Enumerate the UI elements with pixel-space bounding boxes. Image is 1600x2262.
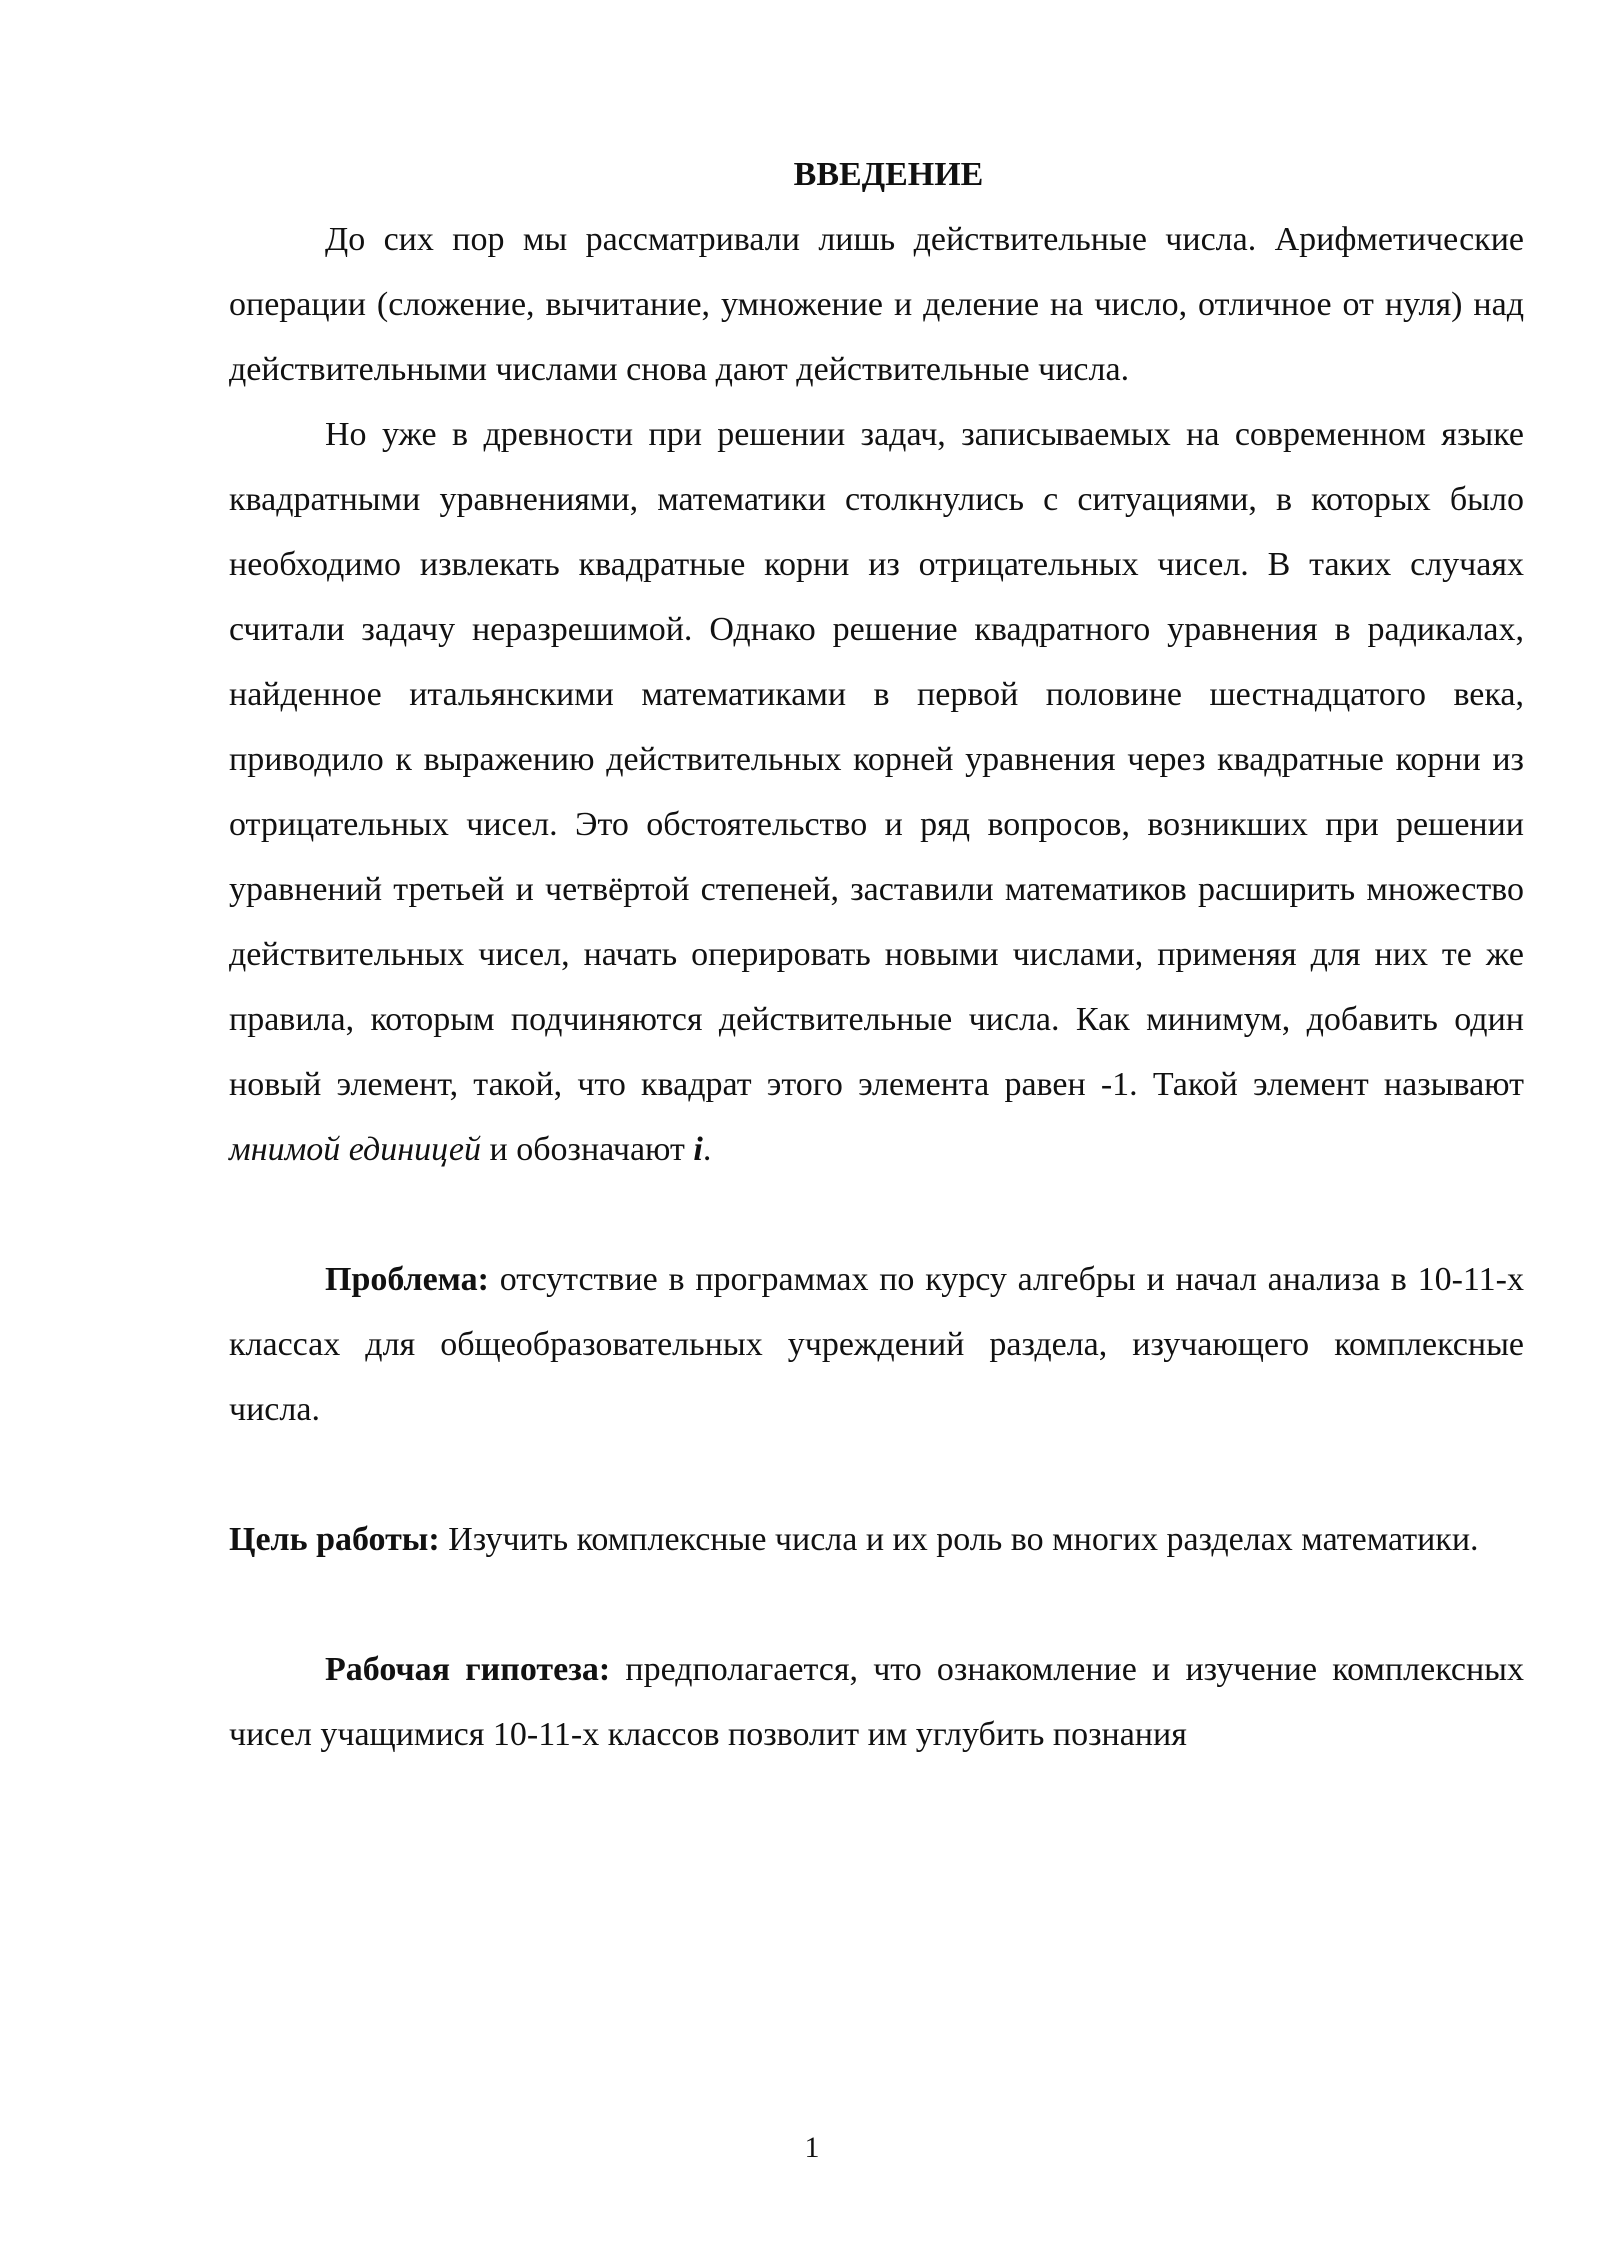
page-number: 1 <box>804 2131 820 2164</box>
hypothesis-paragraph <box>229 1637 1524 1767</box>
goal-label: Цель работы: <box>229 1521 440 1558</box>
hypothesis-text: предполагается, что ознакомление и изучение комплексных чисел учащимися 10-11-х классов позволит им углубить познания <box>229 1651 1524 1753</box>
intro-paragraph-2-connector: и обозначают <box>481 1131 694 1168</box>
hypothesis-label: Рабочая гипотеза: <box>325 1651 611 1688</box>
intro-paragraph-1: До сих пор мы рассматривали лишь действительные числа. Арифметические операции (сложение, вычитание, умножение и деление на число, отличное от нуля) над действительными числами снова дают действительные числа. <box>229 221 1524 388</box>
intro-paragraph-2-end: . <box>702 1131 712 1168</box>
problem-text: отсутствие в программах по курсу алгебры и начал анализа в 10-11-х классах для общеобразовательных учреждений раздела, изучающего комплексные числа. <box>229 1261 1524 1428</box>
section-heading: ВВЕДЕНИЕ <box>793 156 984 193</box>
imaginary-unit-term: мнимой единицей <box>229 1131 482 1168</box>
goal-paragraph <box>229 1507 1524 1572</box>
intro-paragraph-2 <box>229 402 1524 1182</box>
page-content <box>229 142 1524 1767</box>
problem-label: Проблема: <box>325 1261 489 1298</box>
goal-text: Изучить комплексные числа и их роль во многих разделах математики. <box>439 1521 1479 1558</box>
imaginary-unit-symbol: i <box>693 1131 703 1168</box>
intro-paragraph-2-text: Но уже в древности при решении задач, записываемых на современном языке квадратными уравнениями, математики столкнулись с ситуациями, в которых было необходимо извлекать квадратные корни из отрицательных чисел. В таких случаях считали задачу неразрешимой. Однако решение квадратного уравнения в радикалах, найденное итальянскими математиками в первой половине шестнадцатого века, приводило к выражению действительных корней уравнения через квадратные корни из отрицательных чисел. Это обстоятельство и ряд вопросов, возникших при решении уравнений третьей и четвёртой степеней, заставили математиков расширить множество действительных чисел, начать оперировать новыми числами, применяя для них те же правила, которым подчиняются действительные числа. Как минимум, добавить один новый элемент, такой, что квадрат этого элемента равен -1. Такой элемент называют <box>229 416 1524 1103</box>
problem-paragraph <box>229 1247 1524 1442</box>
